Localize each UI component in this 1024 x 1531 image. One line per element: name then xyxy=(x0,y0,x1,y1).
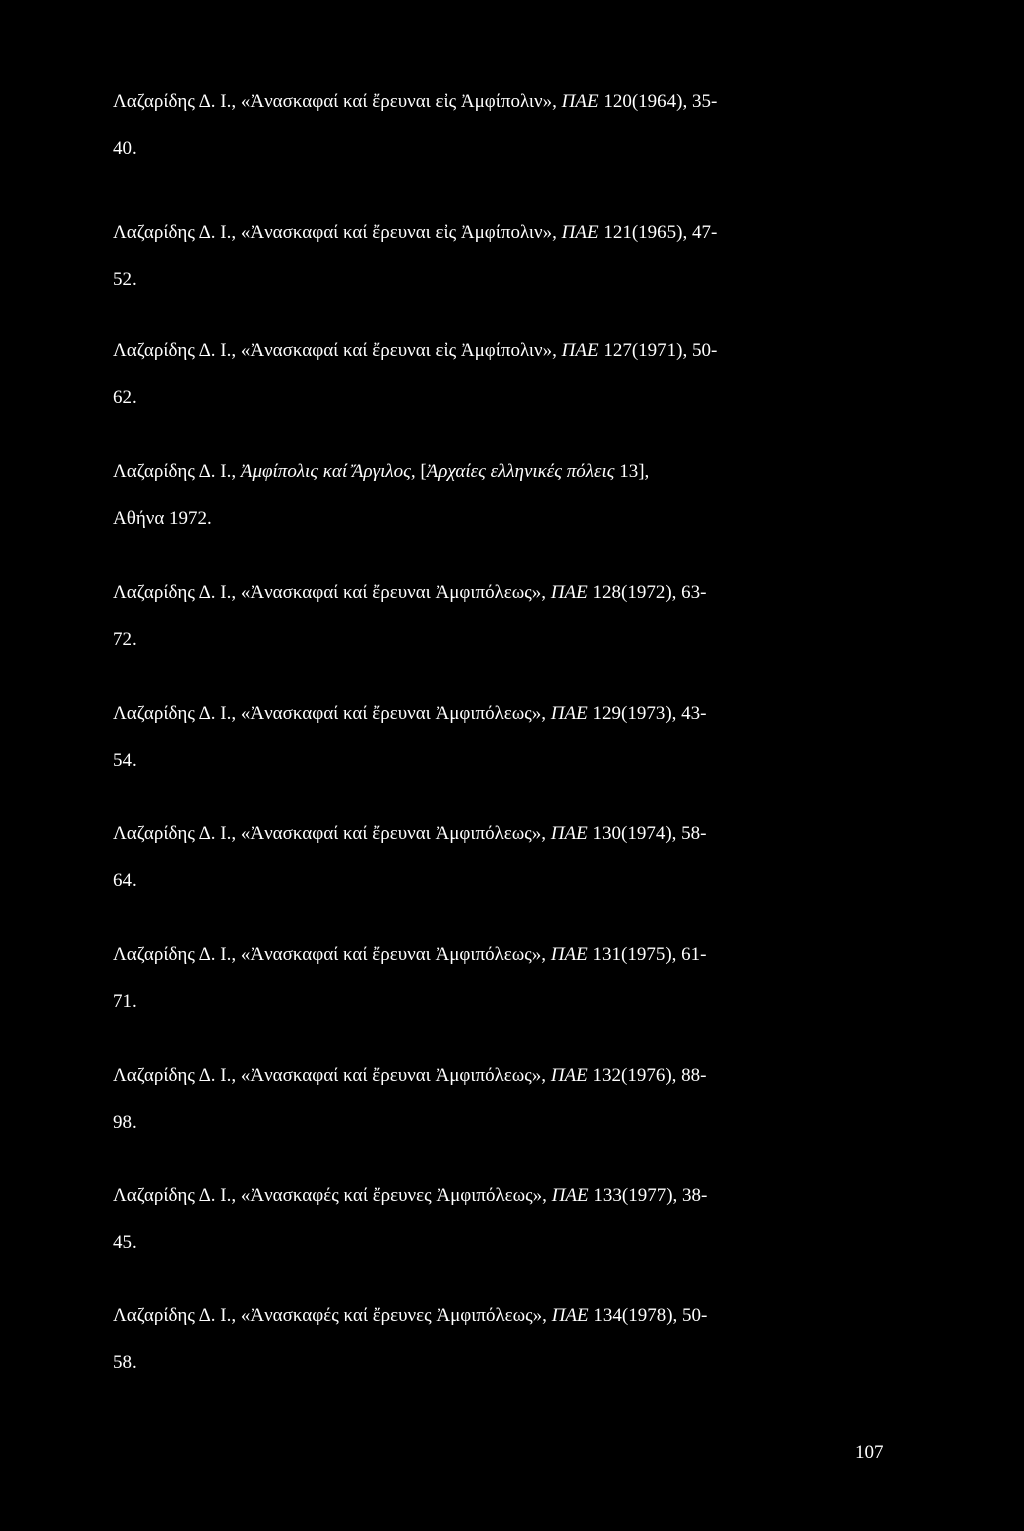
bibliography-entry xyxy=(113,327,913,421)
entry-series-open: [ xyxy=(420,461,427,482)
entry-author: Λαζαρίδης Δ. Ι., xyxy=(113,823,237,844)
entry-journal: ΠΑΕ xyxy=(561,340,599,361)
bibliography-entry xyxy=(113,78,913,172)
entry-series-title: Ἀρχαίες ελληνικές πόλεις xyxy=(426,461,615,482)
entry-title: «Ἀνασκαφαί καί ἔρευναι Ἀμφιπόλεως», xyxy=(240,1065,547,1086)
entry-reference: 133(1977), 38- xyxy=(593,1185,708,1206)
entry-reference: 132(1976), 88- xyxy=(592,1065,707,1086)
entry-book-title: Ἀμφίπολις καί Ἄργιλος, xyxy=(240,461,416,482)
entry-author: Λαζαρίδης Δ. Ι., xyxy=(113,703,237,724)
entry-journal: ΠΑΕ xyxy=(550,944,588,965)
entry-series-close: 13], xyxy=(614,461,650,482)
bibliography-entry xyxy=(113,690,913,784)
entry-journal: ΠΑΕ xyxy=(550,1065,588,1086)
entry-continuation: 98. xyxy=(113,1112,137,1133)
entry-author: Λαζαρίδης Δ. Ι., xyxy=(113,1065,237,1086)
entry-journal: ΠΑΕ xyxy=(550,703,588,724)
bibliography-entry xyxy=(113,810,913,904)
entry-author: Λαζαρίδης Δ. Ι., xyxy=(113,91,237,112)
entry-continuation: 40. xyxy=(113,138,137,159)
entry-author: Λαζαρίδης Δ. Ι., xyxy=(113,582,237,603)
entry-reference: 131(1975), 61- xyxy=(592,944,707,965)
bibliography-entry xyxy=(113,1292,913,1386)
entry-continuation: 58. xyxy=(113,1352,137,1373)
bibliography-entry xyxy=(113,209,913,303)
entry-journal: ΠΑΕ xyxy=(561,91,599,112)
bibliography-entry xyxy=(113,448,913,542)
entry-journal: ΠΑΕ xyxy=(551,1305,589,1326)
entry-title: «Ἀνασκαφαί καί ἔρευναι εἰς Ἀμφίπολιν», xyxy=(240,91,557,112)
entry-title: «Ἀνασκαφαί καί ἔρευναι Ἀμφιπόλεως», xyxy=(240,582,547,603)
entry-title: «Ἀνασκαφαί καί ἔρευναι Ἀμφιπόλεως», xyxy=(240,703,547,724)
entry-title: «Ἀνασκαφαί καί ἔρευναι εἰς Ἀμφίπολιν», xyxy=(240,222,557,243)
bibliography-entry xyxy=(113,1172,913,1266)
entry-continuation: 54. xyxy=(113,750,137,771)
entry-journal: ΠΑΕ xyxy=(561,222,599,243)
bibliography-entry xyxy=(113,931,913,1025)
entry-author: Λαζαρίδης Δ. Ι., xyxy=(113,944,237,965)
entry-continuation: 45. xyxy=(113,1232,137,1253)
entry-journal: ΠΑΕ xyxy=(551,1185,589,1206)
entry-title: «Ἀνασκαφαί καί ἔρευναι εἰς Ἀμφίπολιν», xyxy=(240,340,557,361)
entry-author: Λαζαρίδης Δ. Ι., xyxy=(113,222,237,243)
entry-reference: 134(1978), 50- xyxy=(593,1305,708,1326)
entry-journal: ΠΑΕ xyxy=(550,823,588,844)
entry-title: «Ἀνασκαφές καί ἔρευνες Ἀμφιπόλεως», xyxy=(240,1305,547,1326)
entry-author: Λαζαρίδης Δ. Ι., xyxy=(113,1185,237,1206)
entry-continuation: 62. xyxy=(113,387,137,408)
page-number: 107 xyxy=(855,1442,884,1463)
entry-reference: 130(1974), 58- xyxy=(592,823,707,844)
bibliography-entry xyxy=(113,569,913,663)
entry-title: «Ἀνασκαφές καί ἔρευνες Ἀμφιπόλεως», xyxy=(240,1185,547,1206)
entry-continuation: 64. xyxy=(113,870,137,891)
entry-reference: 127(1971), 50- xyxy=(603,340,718,361)
entry-continuation: Αθήνα 1972. xyxy=(113,508,212,529)
entry-author: Λαζαρίδης Δ. Ι., xyxy=(113,340,237,361)
entry-author: Λαζαρίδης Δ. Ι., xyxy=(113,461,237,482)
entry-title: «Ἀνασκαφαί καί ἔρευναι Ἀμφιπόλεως», xyxy=(240,823,547,844)
entry-reference: 128(1972), 63- xyxy=(592,582,707,603)
entry-continuation: 52. xyxy=(113,269,137,290)
entry-reference: 129(1973), 43- xyxy=(592,703,707,724)
entry-reference: 121(1965), 47- xyxy=(603,222,718,243)
entry-reference: 120(1964), 35- xyxy=(603,91,718,112)
bibliography-entry xyxy=(113,1052,913,1146)
entry-continuation: 72. xyxy=(113,629,137,650)
entry-title: «Ἀνασκαφαί καί ἔρευναι Ἀμφιπόλεως», xyxy=(240,944,547,965)
entry-continuation: 71. xyxy=(113,991,137,1012)
entry-journal: ΠΑΕ xyxy=(550,582,588,603)
entry-author: Λαζαρίδης Δ. Ι., xyxy=(113,1305,237,1326)
